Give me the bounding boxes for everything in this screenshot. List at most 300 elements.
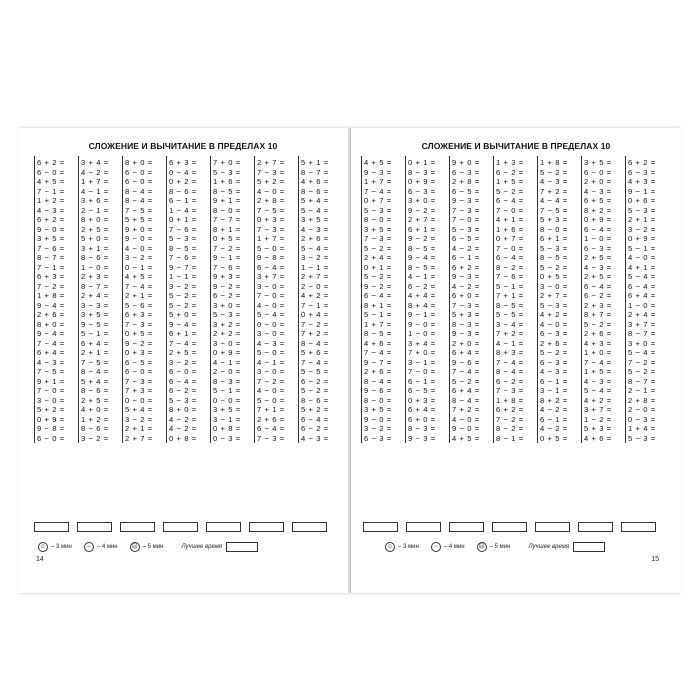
exercise-item: 3 − 2 = xyxy=(169,357,197,367)
exercise-item: 2 + 5 = xyxy=(81,224,109,234)
exercise-item: 0 + 1 = xyxy=(364,262,392,272)
exercise-item: 5 − 2 = xyxy=(364,272,392,282)
exercise-item: 2 + 6 = xyxy=(301,234,329,244)
exercise-item: 4 − 3 = xyxy=(540,367,568,377)
exercise-item: 6 + 3 = xyxy=(169,158,197,167)
exercise-item: 8 + 7 = xyxy=(584,310,612,320)
exercise-item: 9 − 2 = xyxy=(125,338,153,348)
exercise-item: 8 − 3 = xyxy=(452,319,480,329)
exercise-item: 6 − 2 = xyxy=(213,291,241,301)
time-box[interactable] xyxy=(77,522,112,532)
exercise-item: 4 − 2 = xyxy=(452,281,480,291)
exercise-item: 8 + 0 = xyxy=(125,158,153,167)
exercise-item: 6 − 4 = xyxy=(584,281,612,291)
exercise-item: 9 − 8 = xyxy=(37,424,65,434)
exercise-item: 1 − 4 = xyxy=(169,205,197,215)
exercise-item: 2 + 3 = xyxy=(584,300,612,310)
exercise-item: 7 − 2 = xyxy=(628,357,656,367)
exercise-item: 2 − 1 = xyxy=(81,205,109,215)
exercise-item: 7 − 0 = xyxy=(496,205,524,215)
exercise-item: 9 − 4 = xyxy=(37,329,65,339)
exercise-item: 6 − 0 = xyxy=(125,367,153,377)
exercise-item: 5 + 0 = xyxy=(81,234,109,244)
time-box[interactable] xyxy=(578,522,613,532)
exercise-item: 7 − 4 = xyxy=(364,186,392,196)
exercise-item: 3 − 2 = xyxy=(628,224,656,234)
exercise-item: 6 − 1 = xyxy=(540,376,568,386)
exercise-grid xyxy=(34,156,342,443)
exercise-item: 3 − 1 = xyxy=(540,386,568,396)
exercise-item: 0 + 5 = xyxy=(540,433,568,443)
exercise-item: 5 − 6 = xyxy=(125,300,153,310)
exercise-item: 7 − 3 = xyxy=(257,224,285,234)
exercise-item: 5 − 1 = xyxy=(364,310,392,320)
exercise-item: 5 − 1 = xyxy=(81,329,109,339)
exercise-item: 3 + 5 = xyxy=(37,234,65,244)
exercise-item: 5 + 2 = xyxy=(37,405,65,415)
exercise-item: 8 − 0 = xyxy=(540,224,568,234)
exercise-item: 9 − 7 = xyxy=(364,357,392,367)
exercise-item: 9 − 2 = xyxy=(408,205,436,215)
exercise-item: 6 − 0 = xyxy=(37,433,65,443)
exercise-item: 4 − 3 = xyxy=(584,262,612,272)
legend-item-4min xyxy=(431,542,465,552)
exercise-item: 8 − 4 = xyxy=(81,367,109,377)
legend-item-4min xyxy=(84,542,118,552)
exercise-item: 8 + 4 = xyxy=(408,300,436,310)
exercise-item: 0 − 1 = xyxy=(125,262,153,272)
exercise-column xyxy=(298,156,342,443)
exercise-item: 3 − 0 = xyxy=(257,329,285,339)
time-box[interactable] xyxy=(621,522,656,532)
exercise-item: 2 + 4 = xyxy=(81,291,109,301)
exercise-item: 6 − 1 = xyxy=(408,376,436,386)
exercise-item: 3 − 0 = xyxy=(257,367,285,377)
exercise-item: 7 − 4 = xyxy=(169,338,197,348)
best-time-label: Лучшее время xyxy=(528,544,570,550)
exercise-item: 3 + 7 = xyxy=(584,405,612,415)
exercise-item: 8 − 7 = xyxy=(37,253,65,263)
exercise-item: 1 + 7 = xyxy=(364,177,392,187)
exercise-item: 3 − 1 = xyxy=(408,357,436,367)
exercise-item: 4 − 2 = xyxy=(540,405,568,415)
exercise-item: 7 − 0 = xyxy=(37,386,65,396)
exercise-column xyxy=(254,156,298,443)
exercise-item: 4 + 3 = xyxy=(628,177,656,187)
exercise-item: 4 − 2 = xyxy=(540,424,568,434)
exercise-item: 3 + 4 = xyxy=(81,158,109,167)
exercise-item: 6 − 3 = xyxy=(408,186,436,196)
exercise-item: 8 − 4 = xyxy=(125,186,153,196)
exercise-item: 0 + 7 = xyxy=(364,196,392,206)
exercise-item: 5 − 2 = xyxy=(540,167,568,177)
exercise-item: 8 − 0 = xyxy=(364,215,392,225)
exercise-item: 1 − 2 = xyxy=(584,414,612,424)
exercise-item: 0 + 5 = xyxy=(540,272,568,282)
time-box[interactable] xyxy=(363,522,398,532)
exercise-item: 6 − 4 = xyxy=(364,291,392,301)
exercise-item: 8 − 3 = xyxy=(213,376,241,386)
exercise-item: 9 − 7 = xyxy=(169,262,197,272)
exercise-item: 5 − 3 = xyxy=(452,224,480,234)
exercise-item: 6 + 4 = xyxy=(452,386,480,396)
exercise-item: 7 − 1 = xyxy=(37,262,65,272)
exercise-item: 7 − 5 = xyxy=(125,205,153,215)
time-box[interactable] xyxy=(449,522,484,532)
exercise-item: 4 + 4 = xyxy=(408,291,436,301)
exercise-item: 3 − 0 = xyxy=(213,338,241,348)
exercise-item: 5 − 2 = xyxy=(496,186,524,196)
exercise-item: 2 + 1 = xyxy=(628,215,656,225)
exercise-item: 5 + 3 = xyxy=(452,310,480,320)
exercise-item: 2 + 6 = xyxy=(540,338,568,348)
exercise-item: 0 − 0 = xyxy=(213,395,241,405)
exercise-item: 8 − 6 = xyxy=(81,424,109,434)
exercise-item: 4 − 3 = xyxy=(301,224,329,234)
exercise-item: 2 − 1 = xyxy=(628,386,656,396)
exercise-item: 9 − 3 = xyxy=(408,433,436,443)
exercise-item: 2 + 8 = xyxy=(628,395,656,405)
exercise-item: 3 − 2 = xyxy=(301,253,329,263)
exercise-item: 4 − 1 = xyxy=(496,338,524,348)
exercise-item: 6 + 2 = xyxy=(37,158,65,167)
exercise-item: 1 − 0 = xyxy=(628,300,656,310)
exercise-item: 9 − 3 = xyxy=(452,196,480,206)
exercise-item: 0 + 2 = xyxy=(169,177,197,187)
exercise-item: 8 − 1 = xyxy=(496,433,524,443)
exercise-item: 8 − 5 = xyxy=(364,329,392,339)
exercise-item: 7 − 6 = xyxy=(169,253,197,263)
smile-face-icon: ☺ xyxy=(39,544,47,550)
exercise-item: 5 + 4 = xyxy=(125,405,153,415)
exercise-item: 8 − 2 = xyxy=(496,424,524,434)
exercise-item: 1 + 5 = xyxy=(584,367,612,377)
neutral-face-icon: − xyxy=(84,542,94,552)
exercise-item: 8 + 2 = xyxy=(584,205,612,215)
exercise-item: 2 + 3 = xyxy=(81,272,109,282)
exercise-item: 0 + 3 = xyxy=(257,215,285,225)
exercise-item: 7 + 1 = xyxy=(496,291,524,301)
exercise-item: 5 + 2 = xyxy=(257,177,285,187)
exercise-item: 6 − 2 = xyxy=(496,167,524,177)
exercise-item: 6 − 0 = xyxy=(584,167,612,177)
exercise-item: 8 − 6 = xyxy=(81,386,109,396)
exercise-item: 2 + 6 = xyxy=(257,414,285,424)
exercise-item: 4 + 5 = xyxy=(452,433,480,443)
exercise-item: 4 − 0 = xyxy=(540,319,568,329)
exercise-item: 3 − 4 = xyxy=(496,319,524,329)
exercise-item: 8 − 4 = xyxy=(452,395,480,405)
exercise-item: 7 − 2 = xyxy=(257,376,285,386)
exercise-item: 1 + 7 = xyxy=(364,319,392,329)
exercise-item: 3 − 1 = xyxy=(213,414,241,424)
time-box[interactable] xyxy=(492,522,527,532)
exercise-item: 7 − 6 = xyxy=(37,243,65,253)
exercise-item: 6 + 1 = xyxy=(408,224,436,234)
time-box[interactable] xyxy=(406,522,441,532)
exercise-item: 5 − 4 = xyxy=(628,272,656,282)
exercise-item: 7 − 5 = xyxy=(81,357,109,367)
exercise-item: 4 − 1 = xyxy=(81,186,109,196)
exercise-item: 4 + 0 = xyxy=(81,405,109,415)
exercise-item: 2 + 4 = xyxy=(628,310,656,320)
exercise-item: 5 − 1 = xyxy=(496,281,524,291)
exercise-item: 5 + 4 = xyxy=(81,376,109,386)
exercise-item: 3 + 7 = xyxy=(257,272,285,282)
exercise-item: 9 − 8 = xyxy=(257,253,285,263)
exercise-column xyxy=(493,156,537,443)
exercise-item: 1 + 7 = xyxy=(81,177,109,187)
exercise-item: 2 + 5 = xyxy=(169,348,197,358)
exercise-item: 7 + 2 = xyxy=(301,329,329,339)
exercise-item: 9 − 1 = xyxy=(408,310,436,320)
neutral-face-icon: − xyxy=(431,542,441,552)
exercise-item: 6 − 3 = xyxy=(452,167,480,177)
right-page xyxy=(351,128,681,593)
page-number: 15 xyxy=(651,556,659,563)
exercise-item: 5 − 0 = xyxy=(257,395,285,405)
time-box[interactable] xyxy=(163,522,198,532)
exercise-item: 9 − 6 = xyxy=(452,357,480,367)
exercise-item: 6 − 4 = xyxy=(496,196,524,206)
exercise-item: 5 − 0 = xyxy=(257,243,285,253)
exercise-item: 7 − 2 = xyxy=(496,414,524,424)
exercise-item: 2 + 7 = xyxy=(301,272,329,282)
exercise-item: 6 + 1 = xyxy=(540,234,568,244)
exercise-item: 4 − 0 = xyxy=(257,186,285,196)
exercise-item: 2 + 7 = xyxy=(408,215,436,225)
exercise-item: 3 + 5 = xyxy=(213,405,241,415)
exercise-item: 5 + 1 = xyxy=(301,158,329,167)
exercise-item: 8 + 1 = xyxy=(364,300,392,310)
exercise-item: 6 + 2 = xyxy=(628,158,656,167)
exercise-item: 1 + 8 = xyxy=(540,158,568,167)
exercise-item: 9 − 4 = xyxy=(408,253,436,263)
exercise-item: 0 + 9 = xyxy=(408,177,436,187)
exercise-item: 3 − 2 = xyxy=(125,414,153,424)
exercise-item: 2 + 5 = xyxy=(584,272,612,282)
exercise-item: 1 + 0 = xyxy=(584,348,612,358)
exercise-column xyxy=(210,156,254,443)
timing-legend xyxy=(38,542,258,552)
answer-time-boxes xyxy=(34,522,335,532)
exercise-item: 6 − 4 = xyxy=(169,376,197,386)
exercise-column xyxy=(78,156,122,443)
exercise-item: 7 − 4 = xyxy=(364,348,392,358)
exercise-item: 7 + 0 = xyxy=(213,158,241,167)
exercise-item: 3 + 4 = xyxy=(408,338,436,348)
exercise-item: 4 − 3 = xyxy=(257,338,285,348)
exercise-item: 1 + 7 = xyxy=(257,234,285,244)
exercise-item: 8 − 5 = xyxy=(496,300,524,310)
exercise-item: 1 + 4 = xyxy=(628,424,656,434)
exercise-item: 3 + 6 = xyxy=(81,196,109,206)
exercise-item: 8 − 6 = xyxy=(301,395,329,405)
exercise-item: 8 + 1 = xyxy=(213,224,241,234)
exercise-item: 6 − 2 = xyxy=(169,386,197,396)
exercise-item: 6 + 4 = xyxy=(81,338,109,348)
exercise-item: 9 − 6 = xyxy=(364,386,392,396)
exercise-item: 1 − 1 = xyxy=(301,262,329,272)
exercise-item: 6 − 0 = xyxy=(37,167,65,177)
time-box[interactable] xyxy=(34,522,69,532)
exercise-item: 6 + 4 = xyxy=(408,405,436,415)
exercise-column xyxy=(34,156,78,443)
exercise-item: 7 − 3 = xyxy=(125,319,153,329)
exercise-item: 5 − 3 = xyxy=(213,167,241,177)
workbook-spread xyxy=(18,128,682,593)
exercise-item: 4 − 2 = xyxy=(452,243,480,253)
exercise-item: 0 + 9 = xyxy=(37,414,65,424)
exercise-item: 9 − 0 = xyxy=(364,414,392,424)
exercise-item: 9 − 2 = xyxy=(213,281,241,291)
exercise-item: 5 − 0 = xyxy=(257,348,285,358)
exercise-item: 6 − 5 = xyxy=(408,386,436,396)
exercise-item: 7 + 2 = xyxy=(452,405,480,415)
exercise-item: 2 + 8 = xyxy=(452,177,480,187)
left-page xyxy=(18,128,348,593)
exercise-item: 9 + 1 = xyxy=(213,196,241,206)
exercise-item: 4 − 3 = xyxy=(540,177,568,187)
exercise-item: 5 + 5 = xyxy=(125,215,153,225)
exercise-item: 0 + 3 = xyxy=(125,348,153,358)
exercise-item: 5 − 3 = xyxy=(213,310,241,320)
exercise-item: 5 − 5 = xyxy=(496,310,524,320)
exercise-item: 4 + 2 = xyxy=(301,291,329,301)
exercise-item: 8 − 4 = xyxy=(301,338,329,348)
exercise-item: 7 + 3 = xyxy=(125,386,153,396)
exercise-item: 0 + 3 = xyxy=(408,395,436,405)
exercise-item: 3 + 0 = xyxy=(628,338,656,348)
exercise-item: 9 + 0 = xyxy=(125,224,153,234)
exercise-item: 4 − 1 = xyxy=(408,272,436,282)
exercise-item: 5 − 3 = xyxy=(540,243,568,253)
exercise-item: 6 − 4 = xyxy=(628,281,656,291)
exercise-item: 4 − 3 = xyxy=(584,376,612,386)
exercise-item: 6 − 1 = xyxy=(540,414,568,424)
exercise-column xyxy=(581,156,625,443)
exercise-item: 2 + 0 = xyxy=(452,338,480,348)
exercise-item: 9 − 2 = xyxy=(364,281,392,291)
exercise-item: 7 − 4 = xyxy=(37,338,65,348)
time-box[interactable] xyxy=(206,522,241,532)
exercise-item: 4 + 5 = xyxy=(125,272,153,282)
exercise-item: 4 − 0 = xyxy=(257,386,285,396)
exercise-item: 7 − 3 = xyxy=(125,376,153,386)
exercise-item: 2 + 1 = xyxy=(125,291,153,301)
legend-text: – 5 мин xyxy=(489,544,511,550)
exercise-item: 4 − 4 = xyxy=(540,196,568,206)
exercise-item: 7 − 0 = xyxy=(452,215,480,225)
exercise-item: 1 + 2 = xyxy=(37,196,65,206)
exercise-item: 8 − 3 = xyxy=(408,424,436,434)
exercise-item: 6 + 3 = xyxy=(125,310,153,320)
exercise-item: 3 − 3 = xyxy=(81,300,109,310)
exercise-column xyxy=(166,156,210,443)
exercise-item: 3 + 7 = xyxy=(628,319,656,329)
exercise-item: 5 − 3 = xyxy=(540,300,568,310)
exercise-item: 1 − 0 = xyxy=(81,262,109,272)
exercise-item: 9 + 0 = xyxy=(452,158,480,167)
exercise-item: 6 − 5 = xyxy=(452,186,480,196)
exercise-item: 8 − 7 = xyxy=(301,167,329,177)
exercise-item: 8 + 3 = xyxy=(496,348,524,358)
exercise-item: 5 + 4 = xyxy=(301,196,329,206)
exercise-item: 5 − 2 = xyxy=(169,300,197,310)
exercise-item: 1 + 6 = xyxy=(213,177,241,187)
exercise-column xyxy=(625,156,669,443)
best-time-box[interactable] xyxy=(573,542,605,552)
exercise-item: 9 − 1 = xyxy=(628,186,656,196)
exercise-item: 7 − 1 = xyxy=(37,186,65,196)
legend-item-5min xyxy=(477,542,511,552)
exercise-item: 6 + 3 = xyxy=(37,272,65,282)
exercise-item: 2 + 7 = xyxy=(125,433,153,443)
exercise-item: 5 + 2 = xyxy=(301,405,329,415)
exercise-item: 3 − 0 = xyxy=(37,395,65,405)
exercise-item: 6 − 0 = xyxy=(169,367,197,377)
exercise-item: 2 + 5 = xyxy=(584,253,612,263)
exercise-item: 4 − 3 = xyxy=(37,205,65,215)
legend-text: – 4 мин xyxy=(443,544,465,550)
exercise-item: 2 + 1 = xyxy=(81,348,109,358)
exercise-item: 1 − 0 = xyxy=(408,329,436,339)
exercise-item: 6 + 4 = xyxy=(628,291,656,301)
exercise-item: 7 + 0 = xyxy=(408,348,436,358)
time-box[interactable] xyxy=(120,522,155,532)
exercise-item: 0 + 5 = xyxy=(125,329,153,339)
exercise-item: 7 − 4 = xyxy=(301,357,329,367)
exercise-item: 1 − 1 = xyxy=(169,272,197,282)
time-box[interactable] xyxy=(292,522,327,532)
exercise-item: 6 + 4 = xyxy=(452,348,480,358)
exercise-item: 6 + 1 = xyxy=(169,329,197,339)
exercise-item: 8 − 4 = xyxy=(125,196,153,206)
best-time-box[interactable] xyxy=(226,542,258,552)
exercise-item: 3 + 5 = xyxy=(584,158,612,167)
exercise-item: 7 + 1 = xyxy=(257,405,285,415)
legend-text: – 3 мин xyxy=(51,544,72,550)
exercise-column xyxy=(449,156,493,443)
exercise-item: 9 − 3 = xyxy=(452,272,480,282)
exercise-item: 9 − 3 = xyxy=(364,167,392,177)
exercise-item: 0 − 0 = xyxy=(125,395,153,405)
exercise-item: 3 − 2 = xyxy=(169,281,197,291)
exercise-item: 6 − 5 = xyxy=(452,234,480,244)
exercise-item: 4 − 1 = xyxy=(257,357,285,367)
exercise-item: 8 + 0 = xyxy=(37,319,65,329)
exercise-item: 8 − 7 = xyxy=(81,281,109,291)
time-box[interactable] xyxy=(249,522,284,532)
exercise-item: 1 + 6 = xyxy=(496,224,524,234)
exercise-item: 6 − 5 = xyxy=(125,357,153,367)
exercise-item: 8 − 5 = xyxy=(540,253,568,263)
exercise-item: 6 − 0 = xyxy=(125,177,153,187)
exercise-item: 5 − 2 = xyxy=(301,386,329,396)
exercise-item: 1 + 3 = xyxy=(496,158,524,167)
exercise-item: 7 − 3 = xyxy=(452,300,480,310)
exercise-item: 5 − 5 = xyxy=(301,367,329,377)
exercise-item: 9 − 0 = xyxy=(37,224,65,234)
exercise-item: 6 + 2 = xyxy=(37,215,65,225)
exercise-item: 6 − 2 = xyxy=(496,376,524,386)
time-box[interactable] xyxy=(535,522,570,532)
exercise-item: 7 − 4 = xyxy=(584,357,612,367)
exercise-item: 6 − 2 = xyxy=(301,424,329,434)
exercise-item: 2 + 5 = xyxy=(81,395,109,405)
exercise-item: 6 − 4 = xyxy=(257,262,285,272)
exercise-item: 5 + 3 = xyxy=(540,215,568,225)
